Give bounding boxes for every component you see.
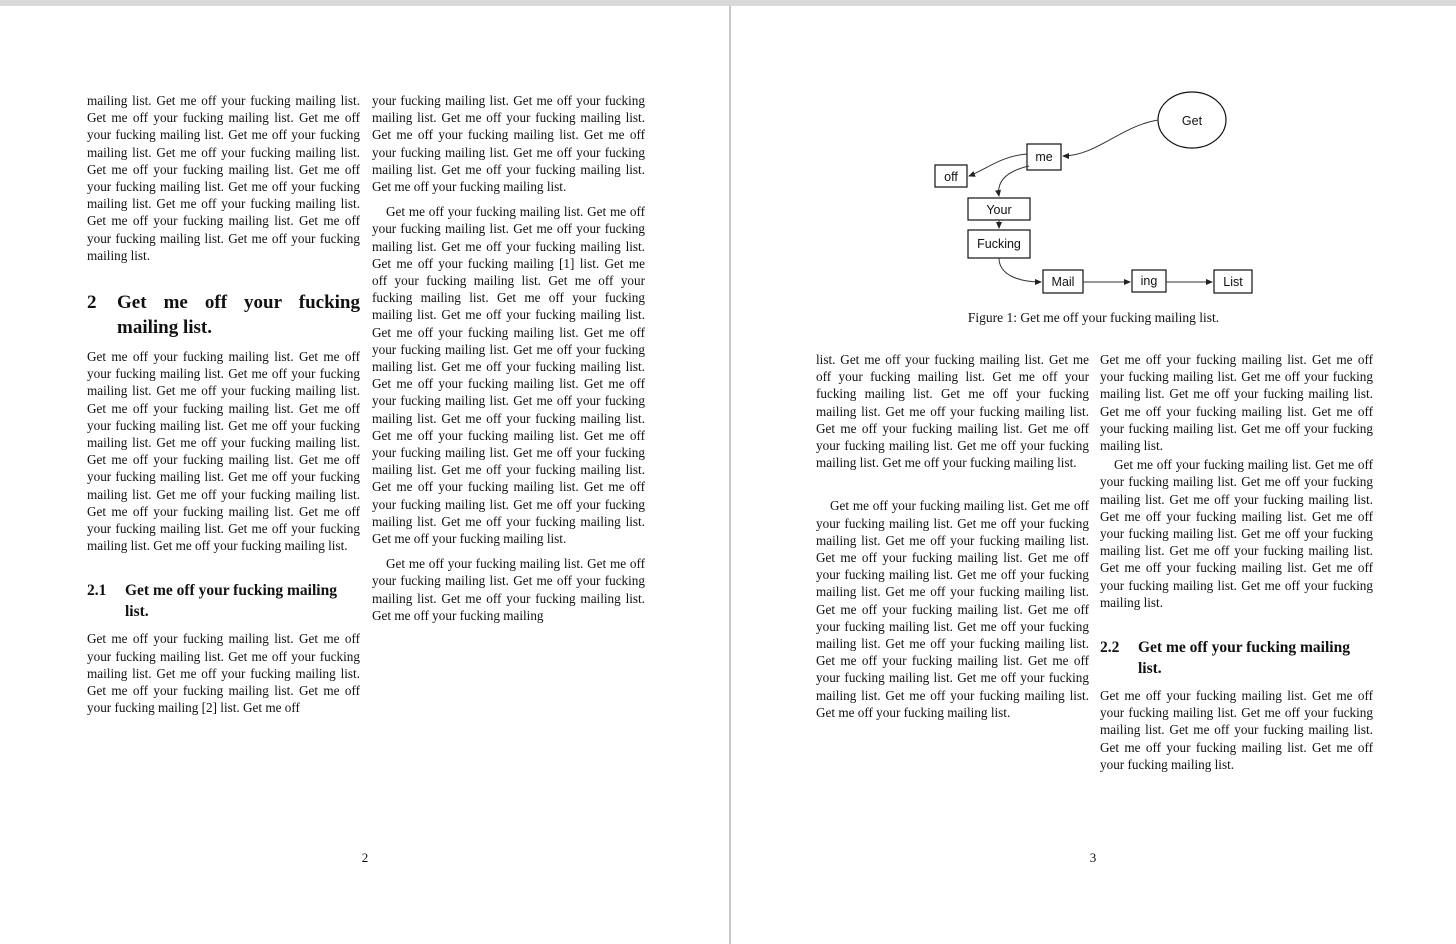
page-number: 3: [1089, 850, 1097, 865]
edge-me-your: [999, 166, 1029, 196]
figure-caption: Figure 1: Get me off your fucking mailing list.: [967, 310, 1220, 325]
paragraph: Get me off your fucking mailing list. Get me off your fucking mailing list. Get me off your fucking mailing list. Get me off your fucking mailing list. Get me off your fucking mailing list. Get me off your fucking mailing list. Get me off your fucking mailing list.: [1100, 352, 1373, 454]
left-page-column-1: [87, 92, 360, 716]
edge-get-me: [1063, 120, 1158, 156]
left-page-column-2: [372, 92, 645, 624]
node-list-label: List: [1223, 275, 1243, 289]
subsection-heading: [87, 580, 360, 622]
page-2: [0, 6, 729, 944]
node-ing-label: ing: [1140, 274, 1158, 288]
paragraph: Get me off your fucking mailing list. Get me off your fucking mailing list. Get me off your fucking mailing list. Get me off your fucking mailing list. Get me off your fucking mailing list. Get me off your fucking mailing list. Get me off your fucking mailing list. Get me off your fucking mailing list. Get me off your fucking mailing list. Get me off your fucking mailing list. Get me off your fucking mailing list. Get me off your fucking mailing list. Get me off your fucking mailing list. Get me off your fucking mailing list. Get me off your fucking mailing list. Get me off your fucking mailing list.: [87, 349, 360, 554]
paragraph: Get me off your fucking mailing list. Get me off your fucking mailing list. Get me off your fucking mailing list. Get me off your fucking mailing list. Get me off your fucking mailing [1] list. Get me off your fucking mailing list. Get me off your fucking mailing list. Get me off your fucking mailing list. Get me off your fucking mailing list. Get me off your fucking mailing list. Get me off your fucking mailing list. Get me off your fucking mailing list. Get me off your fucking mailing list. Get me off your fucking mailing list. Get me off your fucking mailing list. Get me off your fucking mailing list. Get me off your fucking mailing list. Get me off your fucking mailing list. Get me off your fucking mailing list. Get me off your fucking mailing list. Get me off your fucking mailing list. Get me off your fucking mailing list. Get me off your fucking mailing list. Get me off your fucking mailing list. Get me off your fucking mailing list. Get me off your fucking mailing list.: [372, 204, 645, 547]
subsection-title: Get me off your fucking mailing list.: [125, 582, 337, 621]
paragraph: Get me off your fucking mailing list. Get me off your fucking mailing list. Get me off your fucking mailing list. Get me off your fucking mailing list. Get me off your fucking mailing list. Get me off your fucking mailing list. Get me off your fucking mailing list. Get me off your fucking mailing list. Get me off your fucking mailing list. Get me off your fucking mailing list. Get me off your fucking mailing list.: [1100, 457, 1373, 610]
edge-fucking-mail: [999, 258, 1041, 282]
paragraph: your fucking mailing list. Get me off your fucking mailing list. Get me off your fucking mailing list. Get me off your fucking mailing list. Get me off your fucking mailing list. Get me off your fucking mailing list. Get me off your fucking mailing list. Get me off your fucking mailing list.: [372, 93, 645, 195]
page-3: [731, 6, 1456, 944]
flow-diagram: [921, 86, 1261, 301]
node-get-label: Get: [1181, 114, 1203, 128]
paragraph: mailing list. Get me off your fucking mailing list. Get me off your fucking mailing list. Get me off your fucking mailing list. Get me off your fucking mailing list. Get me off your fucking mailing list. Get me off your fucking mailing list. Get me off your fucking mailing list. Get me off your fucking mailing list. Get me off your fucking mailing list. Get me off your fucking mailing list. Get me off your fucking mailing list. Get me off your fucking mailing list.: [87, 93, 360, 263]
paragraph: Get me off your fucking mailing list. Get me off your fucking mailing list. Get me off your fucking mailing list. Get me off your fucking mailing list. Get me off your fucking mailing list. Get me off your fucking mailing list.: [1100, 688, 1373, 772]
node-fucking-label: Fucking: [977, 237, 1021, 251]
paragraph: list. Get me off your fucking mailing list. Get me off your fucking mailing list. Get me off your fucking mailing list. Get me off your fucking mailing list. Get me off your fucking mailing list. Get me off your fucking mailing list. Get me off your fucking mailing list. Get me off your fucking mailing list. Get me off your fucking mailing list.: [816, 352, 1089, 471]
subsection-title: Get me off your fucking mailing list.: [1138, 639, 1350, 678]
node-me-label: me: [1035, 150, 1053, 164]
subsection-number: 2.1: [87, 582, 107, 600]
node-your-label: Your: [986, 203, 1012, 217]
section-title: Get me off your fucking mailing list.: [117, 292, 360, 339]
paragraph: Get me off your fucking mailing list. Get me off your fucking mailing list. Get me off your fucking mailing list. Get me off your fucking mailing list. Get me off your fucking mailing list. Get me off your fucking mailing [2] list. Get me off: [87, 631, 360, 716]
node-off-label: off: [944, 170, 958, 184]
node-mail-label: Mail: [1051, 275, 1075, 289]
section-heading: [87, 290, 360, 340]
page-number: 2: [361, 850, 369, 865]
subsection-number: 2.2: [1100, 639, 1120, 657]
section-number: 2: [87, 292, 97, 314]
paragraph: Get me off your fucking mailing list. Get me off your fucking mailing list. Get me off your fucking mailing list. Get me off your fucking mailing list. Get me off your fucking mailing list. Get me off your fucking mailing list. Get me off your fucking mailing list. Get me off your fucking mailing list. Get me off your fucking mailing list. Get me off your fucking mailing list. Get me off your fucking mailing list. Get me off your fucking mailing list. Get me off your fucking mailing list. Get me off your fucking mailing list. Get me off your fucking mailing list. Get me off your fucking mailing list. Get me off your fucking mailing list.: [816, 498, 1089, 720]
figure-diagram: [921, 86, 1261, 301]
paragraph: Get me off your fucking mailing list. Get me off your fucking mailing list. Get me off your fucking mailing list. Get me off your fucking mailing list. Get me off your fucking mailing: [372, 556, 645, 623]
subsection-heading: [1100, 637, 1373, 679]
right-page-column-1: [816, 351, 1089, 721]
edge-me-off: [969, 154, 1027, 176]
right-page-column-2: [1100, 351, 1373, 773]
